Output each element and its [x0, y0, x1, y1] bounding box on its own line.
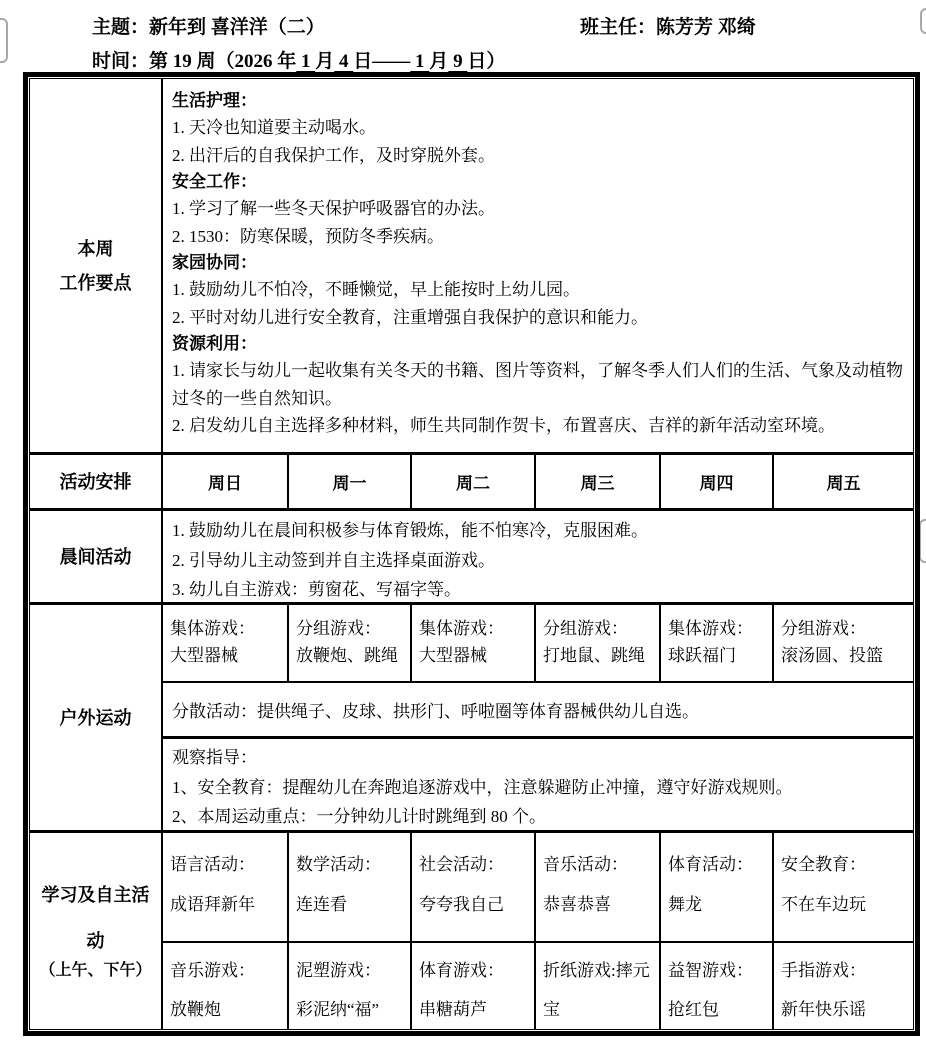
day-header-tuesday: 周二: [410, 452, 534, 508]
game-type: 分组游戏：: [296, 619, 381, 638]
activity-value: 抢红包: [668, 1000, 719, 1019]
outdoor-game-cell-wednesday: [534, 602, 659, 681]
row-label-line: （上午、下午）: [39, 962, 152, 979]
row-label-line: 工作要点: [59, 272, 132, 293]
row-label-weekly-points: [30, 79, 161, 452]
activity-type: 泥塑游戏：: [296, 961, 381, 980]
game-value: 球跃福门: [668, 646, 736, 665]
outdoor-game-cell-monday: [287, 602, 410, 681]
activity-type: 数学活动：: [296, 855, 381, 874]
game-activity-cell-friday: [772, 941, 913, 1029]
activity-value: 串糖葫芦: [419, 1000, 487, 1019]
game-type: 集体游戏：: [170, 619, 255, 638]
section-heading: 生活护理：: [172, 91, 257, 110]
day-header-friday: 周五: [772, 452, 913, 508]
section-heading: 家园协同：: [172, 253, 257, 272]
time-underlined-day2: 9: [448, 51, 468, 72]
time-underlined-day1: 4: [334, 51, 354, 72]
row-label-activity-schedule: [30, 452, 161, 508]
section-item: 1. 请家长与幼儿一起收集有关冬天的书籍、图片等资料，了解冬季人们人们的生活、气象及动植物过冬的一些自然知识。: [172, 361, 903, 408]
doc-head-teacher: 班主任：陈芳芳 邓绮: [580, 17, 756, 38]
day-header-wednesday: 周三: [534, 452, 659, 508]
outdoor-game-cell-tuesday: [410, 602, 534, 681]
row-label-morning-activities: [30, 508, 161, 602]
day-header-sunday: 周日: [161, 452, 287, 508]
section-item: 2. 平时对幼儿进行安全教育，注重增强自我保护的意识和能力。: [172, 307, 648, 327]
activity-value: 夸夸我自己: [419, 895, 504, 914]
game-type: 集体游戏：: [668, 619, 753, 638]
row-label-line: 晨间活动: [59, 546, 132, 567]
game-value: 滚汤圆、投篮: [781, 646, 883, 665]
activity-value: 放鞭炮: [170, 1000, 221, 1019]
learning-cell-sunday: [161, 830, 287, 941]
game-activity-cell-thursday: [659, 941, 772, 1029]
game-type: 集体游戏：: [419, 619, 504, 638]
time-segment: 月: [429, 51, 449, 72]
row-label-line: 户外运动: [59, 707, 132, 728]
game-activity-cell-sunday: [161, 941, 287, 1029]
scattered-activity-text: 分散活动：提供绳子、皮球、拱形门、呼啦圈等体育器械供幼儿自选。: [172, 702, 699, 721]
learning-cell-tuesday: [410, 830, 534, 941]
morning-item: 2. 引导幼儿主动签到并自主选择桌面游戏。: [172, 550, 495, 570]
activity-type: 体育游戏：: [419, 961, 504, 980]
time-segment: 时间：第 19 周（2026 年: [92, 51, 297, 72]
page-edge-button-right-middle[interactable]: [919, 519, 926, 563]
observation-guidance-cell: [161, 736, 913, 830]
game-activity-cell-tuesday: [410, 941, 534, 1029]
day-header-thursday: 周四: [659, 452, 772, 508]
learning-cell-friday: [772, 830, 913, 941]
weekly-points-content: [161, 79, 913, 452]
activity-value: 不在车边玩: [781, 895, 866, 914]
outdoor-game-cell-thursday: [659, 602, 772, 681]
game-activity-cell-monday: [287, 941, 410, 1029]
game-type: 分组游戏：: [543, 619, 628, 638]
time-segment: 日）: [467, 51, 506, 72]
game-activity-cell-wednesday: [534, 941, 659, 1029]
game-value: 大型器械: [419, 646, 487, 665]
guidance-item: 2、本周运动重点：一分钟幼儿计时跳绳到 80 个。: [172, 807, 546, 826]
section-item: 2. 出汗后的自我保护工作，及时穿脱外套。: [172, 145, 495, 165]
morning-item: 3. 幼儿自主游戏：剪窗花、写福字等。: [172, 580, 461, 599]
activity-value: 连连看: [296, 895, 347, 914]
activity-text: 折纸游戏:摔元宝: [543, 961, 650, 1019]
weekly-plan-table: [23, 72, 920, 1036]
time-underlined-month1: 1: [296, 51, 316, 72]
outdoor-game-cell-sunday: [161, 602, 287, 681]
activity-type: 语言活动：: [170, 855, 255, 874]
section-item: 1. 鼓励幼儿不怕冷，不睡懒觉，早上能按时上幼儿园。: [172, 280, 580, 299]
section-item: 1. 天冷也知道要主动喝水。: [172, 118, 376, 137]
morning-activities-content: [161, 508, 913, 602]
activity-value: 舞龙: [668, 895, 702, 914]
activity-type: 安全教育：: [781, 855, 866, 874]
game-value: 放鞭炮、跳绳: [296, 646, 398, 665]
guidance-title: 观察指导：: [172, 748, 257, 767]
time-underlined-month2: 1: [410, 51, 430, 72]
activity-type: 社会活动：: [419, 855, 504, 874]
time-segment: 月: [315, 51, 335, 72]
activity-type: 体育活动：: [668, 855, 753, 874]
learning-cell-thursday: [659, 830, 772, 941]
row-label-line: 活动安排: [59, 471, 132, 492]
section-heading: 资源利用：: [172, 334, 257, 353]
time-segment: 日——: [353, 51, 411, 72]
game-value: 大型器械: [170, 646, 238, 665]
learning-cell-monday: [287, 830, 410, 941]
activity-type: 音乐游戏：: [170, 961, 255, 980]
section-item: 2. 1530：防寒保暖，预防冬季疾病。: [172, 226, 444, 246]
game-type: 分组游戏：: [781, 619, 866, 638]
section-item: 2. 启发幼儿自主选择多种材料，师生共同制作贺卡，布置喜庆、吉祥的新年活动室环境。: [172, 416, 835, 435]
doc-time-line: [92, 46, 505, 73]
row-label-outdoor-exercise: [30, 602, 161, 830]
activity-type: 音乐活动：: [543, 855, 628, 874]
activity-type: 手指游戏：: [781, 961, 866, 980]
page-header: [0, 0, 926, 72]
outdoor-game-cell-friday: [772, 602, 913, 681]
doc-theme-title: 主题：新年到 喜洋洋（二）: [92, 17, 325, 38]
section-item: 1. 学习了解一些冬天保护呼吸器官的办法。: [172, 199, 495, 218]
activity-value: 成语拜新年: [170, 895, 255, 914]
row-label-line: 本周: [77, 238, 114, 259]
row-label-line: 动: [86, 931, 105, 951]
day-header-monday: 周一: [287, 452, 410, 508]
activity-value: 恭喜恭喜: [543, 895, 611, 914]
guidance-item: 1、安全教育：提醒幼儿在奔跑追逐游戏中，注意躲避防止冲撞，遵守好游戏规则。: [172, 777, 793, 797]
scattered-activity-cell: [161, 681, 913, 736]
game-value: 打地鼠、跳绳: [543, 646, 645, 665]
row-label-learning-activities: [30, 830, 161, 1029]
section-heading: 安全工作：: [172, 172, 257, 191]
morning-item: 1. 鼓励幼儿在晨间积极参与体育锻炼，能不怕寒冷，克服困难。: [172, 521, 648, 540]
row-label-line: 学习及自主活: [41, 885, 150, 905]
activity-value: 新年快乐谣: [781, 1000, 866, 1019]
activity-type: 益智游戏：: [668, 961, 753, 980]
learning-cell-wednesday: [534, 830, 659, 941]
activity-value: 彩泥纳“福”: [296, 1000, 380, 1019]
